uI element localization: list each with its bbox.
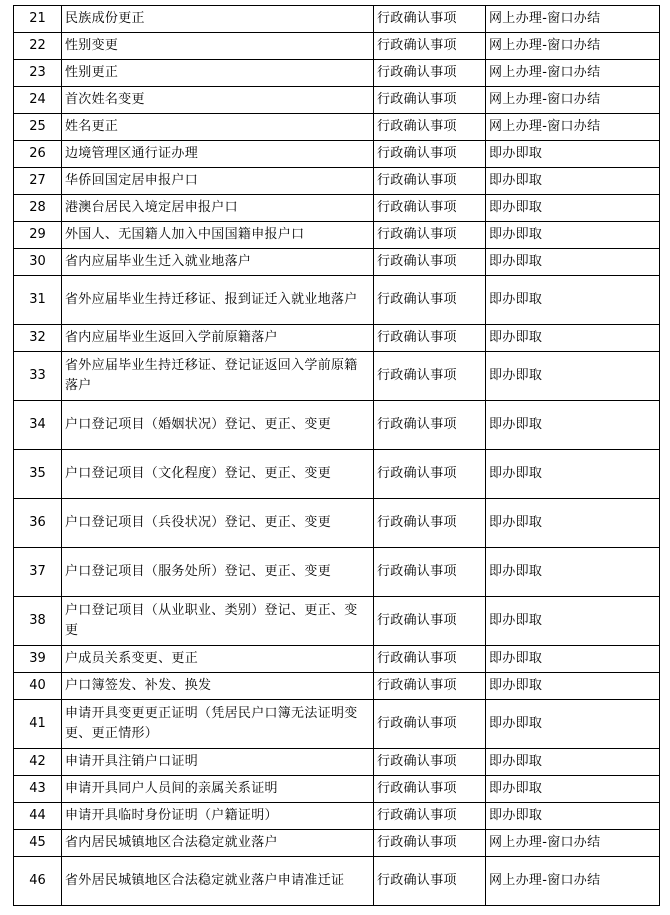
handling-mode-cell: 网上办理-窗口办结: [486, 6, 660, 33]
handling-mode-cell: 即办即取: [486, 646, 660, 673]
item-name-cell: 申请开具注销户口证明: [62, 749, 374, 776]
row-number-cell: 39: [14, 646, 62, 673]
row-number-cell: 34: [14, 401, 62, 450]
table-row: [14, 857, 660, 906]
handling-mode-cell: 即办即取: [486, 168, 660, 195]
item-type-cell: 行政确认事项: [374, 548, 486, 597]
item-type-cell: 行政确认事项: [374, 700, 486, 749]
row-number-cell: 28: [14, 195, 62, 222]
handling-mode-cell: 即办即取: [486, 249, 660, 276]
handling-mode-cell: 网上办理-窗口办结: [486, 830, 660, 857]
item-type-cell: 行政确认事项: [374, 776, 486, 803]
item-name-cell: 外国人、无国籍人加入中国国籍申报户口: [62, 222, 374, 249]
row-number-cell: 44: [14, 803, 62, 830]
row-number-cell: 23: [14, 60, 62, 87]
table-row: [14, 646, 660, 673]
item-type-cell: 行政确认事项: [374, 222, 486, 249]
table-row: [14, 33, 660, 60]
handling-mode-cell: 即办即取: [486, 352, 660, 401]
row-number-cell: 27: [14, 168, 62, 195]
row-number-cell: 29: [14, 222, 62, 249]
item-name-cell: 户口簿签发、补发、换发: [62, 673, 374, 700]
handling-mode-cell: 即办即取: [486, 776, 660, 803]
table-row: [14, 276, 660, 325]
table-row: [14, 830, 660, 857]
row-number-cell: 35: [14, 450, 62, 499]
item-name-cell: 省外应届毕业生持迁移证、报到证迁入就业地落户: [62, 276, 374, 325]
item-type-cell: 行政确认事项: [374, 673, 486, 700]
row-number-cell: 30: [14, 249, 62, 276]
handling-mode-cell: 即办即取: [486, 803, 660, 830]
table-row: [14, 168, 660, 195]
row-number-cell: 42: [14, 749, 62, 776]
row-number-cell: 37: [14, 548, 62, 597]
item-type-cell: 行政确认事项: [374, 830, 486, 857]
row-number-cell: 33: [14, 352, 62, 401]
table-row: [14, 87, 660, 114]
item-type-cell: 行政确认事项: [374, 597, 486, 646]
handling-mode-cell: 即办即取: [486, 700, 660, 749]
row-number-cell: 38: [14, 597, 62, 646]
handling-mode-cell: 即办即取: [486, 597, 660, 646]
row-number-cell: 24: [14, 87, 62, 114]
item-name-cell: 户口登记项目（从业职业、类别）登记、更正、变更: [62, 597, 374, 646]
handling-mode-cell: 网上办理-窗口办结: [486, 87, 660, 114]
item-name-cell: 户口登记项目（服务处所）登记、更正、变更: [62, 548, 374, 597]
document-sheet: [13, 5, 659, 906]
handling-mode-cell: 即办即取: [486, 325, 660, 352]
handling-mode-cell: 即办即取: [486, 548, 660, 597]
item-name-cell: 申请开具同户人员间的亲属关系证明: [62, 776, 374, 803]
handling-mode-cell: 网上办理-窗口办结: [486, 114, 660, 141]
item-type-cell: 行政确认事项: [374, 646, 486, 673]
handling-mode-cell: 即办即取: [486, 222, 660, 249]
handling-mode-cell: 即办即取: [486, 499, 660, 548]
item-name-cell: 省内应届毕业生返回入学前原籍落户: [62, 325, 374, 352]
item-name-cell: 申请开具变更更正证明（凭居民户口簿无法证明变更、更正情形）: [62, 700, 374, 749]
table-body: [14, 6, 660, 906]
handling-mode-cell: 即办即取: [486, 673, 660, 700]
item-name-cell: 户口登记项目（兵役状况）登记、更正、变更: [62, 499, 374, 548]
table-row: [14, 249, 660, 276]
item-type-cell: 行政确认事项: [374, 60, 486, 87]
item-type-cell: 行政确认事项: [374, 857, 486, 906]
handling-mode-cell: 即办即取: [486, 141, 660, 168]
table-row: [14, 352, 660, 401]
row-number-cell: 41: [14, 700, 62, 749]
item-name-cell: 边境管理区通行证办理: [62, 141, 374, 168]
item-name-cell: 户口登记项目（婚姻状况）登记、更正、变更: [62, 401, 374, 450]
item-name-cell: 姓名更正: [62, 114, 374, 141]
item-type-cell: 行政确认事项: [374, 195, 486, 222]
handling-mode-cell: 即办即取: [486, 276, 660, 325]
item-type-cell: 行政确认事项: [374, 249, 486, 276]
item-name-cell: 港澳台居民入境定居申报户口: [62, 195, 374, 222]
item-name-cell: 省内居民城镇地区合法稳定就业落户: [62, 830, 374, 857]
item-type-cell: 行政确认事项: [374, 499, 486, 548]
item-name-cell: 华侨回国定居申报户口: [62, 168, 374, 195]
handling-mode-cell: 即办即取: [486, 749, 660, 776]
item-name-cell: 申请开具临时身份证明（户籍证明）: [62, 803, 374, 830]
item-type-cell: 行政确认事项: [374, 803, 486, 830]
row-number-cell: 46: [14, 857, 62, 906]
table-row: [14, 195, 660, 222]
handling-mode-cell: 即办即取: [486, 401, 660, 450]
table-row: [14, 325, 660, 352]
item-type-cell: 行政确认事项: [374, 141, 486, 168]
row-number-cell: 43: [14, 776, 62, 803]
item-type-cell: 行政确认事项: [374, 168, 486, 195]
item-name-cell: 首次姓名变更: [62, 87, 374, 114]
row-number-cell: 21: [14, 6, 62, 33]
item-type-cell: 行政确认事项: [374, 450, 486, 499]
item-name-cell: 省外居民城镇地区合法稳定就业落户申请准迁证: [62, 857, 374, 906]
table-row: [14, 803, 660, 830]
item-type-cell: 行政确认事项: [374, 401, 486, 450]
item-type-cell: 行政确认事项: [374, 87, 486, 114]
item-name-cell: 户口登记项目（文化程度）登记、更正、变更: [62, 450, 374, 499]
item-name-cell: 户成员关系变更、更正: [62, 646, 374, 673]
table-row: [14, 401, 660, 450]
table-row: [14, 749, 660, 776]
row-number-cell: 26: [14, 141, 62, 168]
row-number-cell: 40: [14, 673, 62, 700]
handling-mode-cell: 即办即取: [486, 195, 660, 222]
handling-mode-cell: 网上办理-窗口办结: [486, 857, 660, 906]
row-number-cell: 25: [14, 114, 62, 141]
row-number-cell: 45: [14, 830, 62, 857]
table-row: [14, 60, 660, 87]
item-type-cell: 行政确认事项: [374, 114, 486, 141]
table-row: [14, 6, 660, 33]
row-number-cell: 22: [14, 33, 62, 60]
row-number-cell: 32: [14, 325, 62, 352]
row-number-cell: 36: [14, 499, 62, 548]
item-type-cell: 行政确认事项: [374, 352, 486, 401]
item-type-cell: 行政确认事项: [374, 749, 486, 776]
table-row: [14, 776, 660, 803]
item-name-cell: 省外应届毕业生持迁移证、登记证返回入学前原籍落户: [62, 352, 374, 401]
table-row: [14, 673, 660, 700]
handling-mode-cell: 网上办理-窗口办结: [486, 33, 660, 60]
handling-mode-cell: 网上办理-窗口办结: [486, 60, 660, 87]
table-row: [14, 548, 660, 597]
item-name-cell: 省内应届毕业生迁入就业地落户: [62, 249, 374, 276]
table-row: [14, 450, 660, 499]
item-name-cell: 性别更正: [62, 60, 374, 87]
handling-mode-cell: 即办即取: [486, 450, 660, 499]
table-row: [14, 700, 660, 749]
item-type-cell: 行政确认事项: [374, 33, 486, 60]
item-type-cell: 行政确认事项: [374, 276, 486, 325]
row-number-cell: 31: [14, 276, 62, 325]
item-name-cell: 民族成份更正: [62, 6, 374, 33]
table-row: [14, 114, 660, 141]
table-row: [14, 222, 660, 249]
table-row: [14, 597, 660, 646]
item-type-cell: 行政确认事项: [374, 325, 486, 352]
item-type-cell: 行政确认事项: [374, 6, 486, 33]
service-items-table: [13, 5, 660, 906]
table-row: [14, 499, 660, 548]
table-row: [14, 141, 660, 168]
item-name-cell: 性别变更: [62, 33, 374, 60]
